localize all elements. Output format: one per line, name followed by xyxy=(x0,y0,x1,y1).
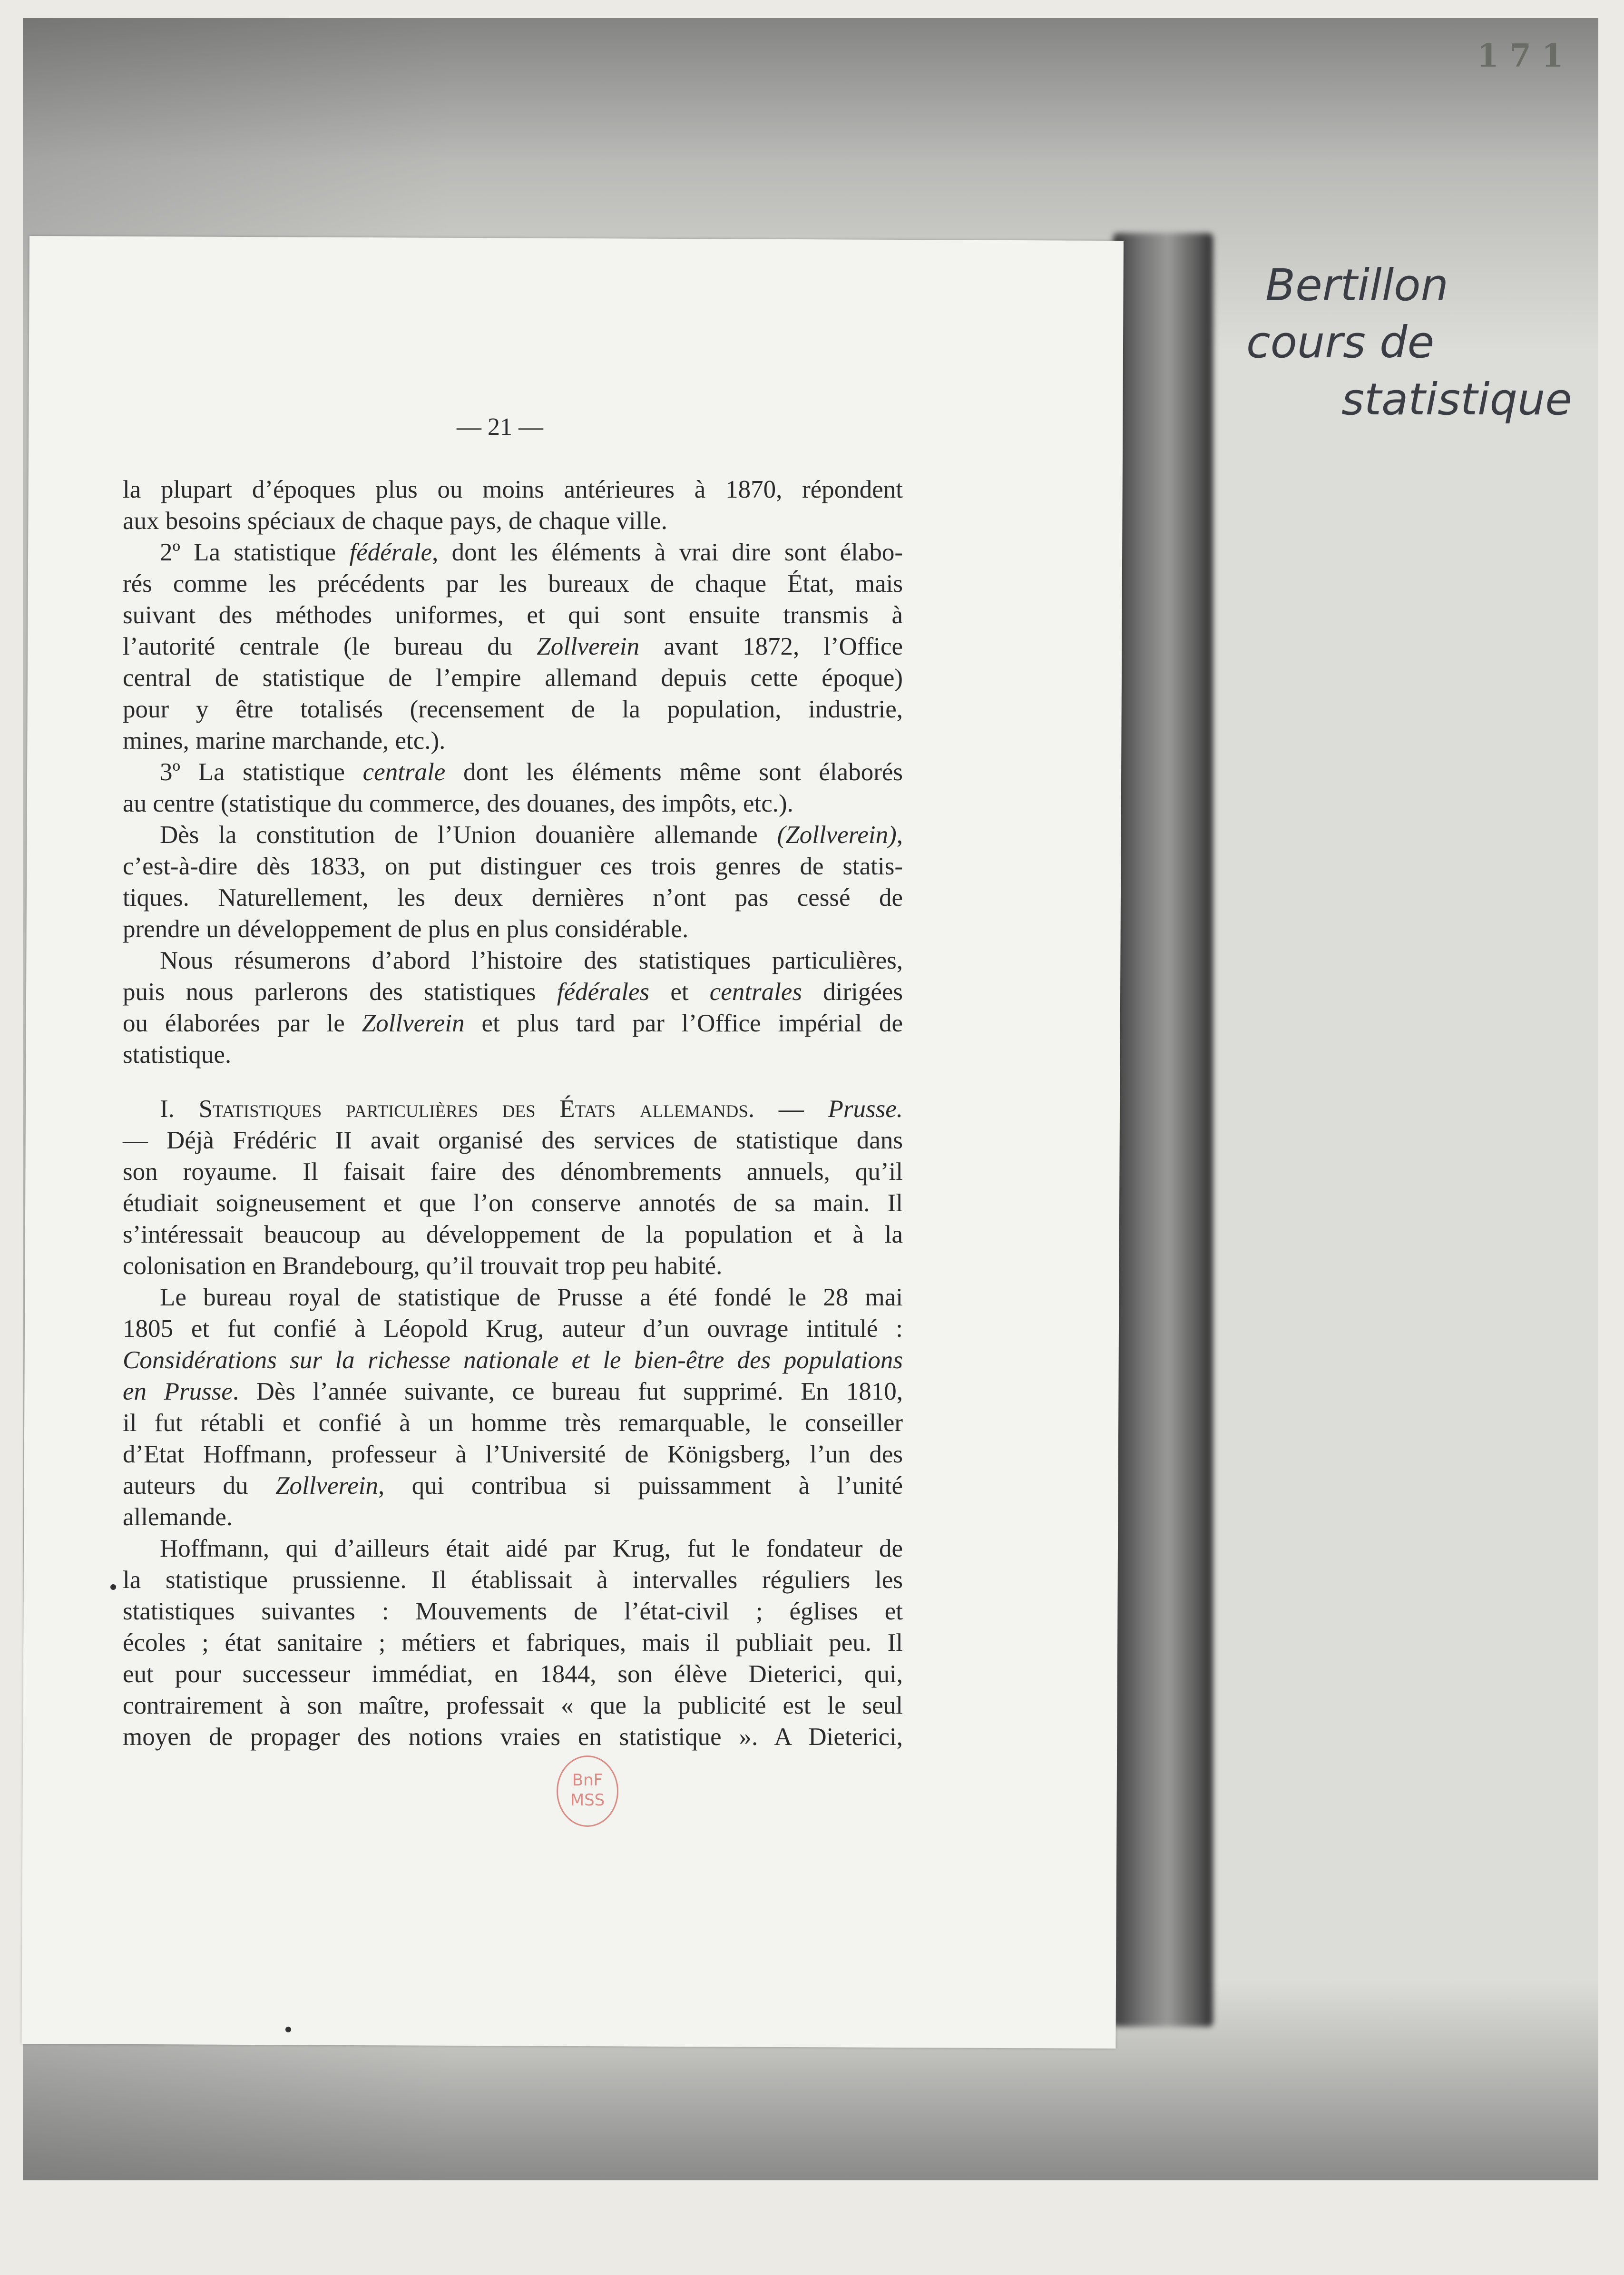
text-segment: statistique. xyxy=(123,1041,232,1069)
text-segment: au centre (statistique du commerce, des douanes, des impôts, etc.). xyxy=(123,790,793,817)
text-segment: c’est-à-dire dès 1833, on put distinguer ces trois genres de statis- xyxy=(123,853,903,880)
italic-text: (Zollverein) xyxy=(777,821,897,849)
italic-text: fédérales xyxy=(557,978,650,1006)
italic-text: Considérations sur la richesse nationale et le bien-être des populations xyxy=(123,1346,903,1374)
text-segment: étudiait soigneusement et que l’on conserve annotés de sa main. Il xyxy=(123,1189,903,1217)
text-segment: mines, marine marchande, etc.). xyxy=(123,727,446,755)
handwritten-note xyxy=(1246,257,1572,428)
text-segment: Le bureau royal de statistique de Prusse a été fondé le 28 mai xyxy=(160,1284,903,1311)
text-segment: eut pour successeur immédiat, en 1844, son élève Dieterici, qui, xyxy=(123,1660,903,1688)
italic-text: centrale xyxy=(362,758,446,786)
text-segment: et xyxy=(649,978,710,1006)
text-segment: Hoffmann, qui d’ailleurs était aidé par Krug, fut le fondateur de xyxy=(160,1535,903,1562)
text-line xyxy=(123,1533,903,1564)
text-segment: aux besoins spéciaux de chaque pays, de chaque ville. xyxy=(123,507,667,535)
italic-text: en Prusse xyxy=(123,1378,233,1405)
text-line xyxy=(123,1564,903,1596)
text-line xyxy=(123,474,903,505)
text-segment: l’autorité centrale (le bureau du xyxy=(123,633,537,660)
text-line xyxy=(123,1627,903,1658)
binder-shadow xyxy=(1113,233,1213,2027)
text-segment: il fut rétabli et confié à un homme très remarquable, le conseiller xyxy=(123,1409,903,1437)
text-line xyxy=(123,1187,903,1219)
text-segment: tiques. Naturellement, les deux dernières n’ont pas cessé de xyxy=(123,884,903,912)
italic-text: centrales xyxy=(709,978,802,1006)
page-header: — 21 — xyxy=(457,413,543,441)
text-line xyxy=(123,1282,903,1313)
text-segment: s’intéressait beaucoup au développement de la population et à la xyxy=(123,1221,903,1248)
text-segment: — xyxy=(754,1095,828,1123)
text-line xyxy=(123,913,903,945)
text-segment: central de statistique de l’empire allemand depuis cette époque) xyxy=(123,664,903,692)
text-segment: dont les éléments même sont élaborés xyxy=(445,758,903,786)
text-line xyxy=(123,1690,903,1721)
text-line xyxy=(123,1125,903,1156)
text-segment: avant 1872, l’Office xyxy=(639,633,903,660)
text-segment: — Déjà Frédéric II avait organisé des services de statistique dans xyxy=(123,1127,903,1154)
text-segment: d’Etat Hoffmann, professeur à l’Université de Königsberg, l’un des xyxy=(123,1441,903,1468)
text-segment: Nous résumerons d’abord l’histoire des statistiques particulières, xyxy=(160,947,903,974)
text-segment: colonisation en Brandebourg, qu’il trouvait trop peu habité. xyxy=(123,1252,723,1280)
text-segment: , dont les éléments à vrai dire sont élabo- xyxy=(432,539,903,566)
text-segment: dirigées xyxy=(802,978,903,1006)
text-segment: 1805 et fut confié à Léopold Krug, auteur d’un ouvrage intitulé : xyxy=(123,1315,903,1343)
text-segment: allemande. xyxy=(123,1503,233,1531)
italic-text: Zollverein xyxy=(537,633,640,660)
text-line xyxy=(123,851,903,882)
text-line xyxy=(123,819,903,851)
text-segment: puis nous parlerons des statistiques xyxy=(123,978,557,1006)
text-line xyxy=(123,537,903,568)
text-line xyxy=(123,1470,903,1501)
text-line xyxy=(123,1658,903,1690)
text-line xyxy=(123,505,903,537)
text-line xyxy=(123,945,903,976)
text-segment: pour y être totalisés (recensement de la population, industrie, xyxy=(123,696,903,723)
section-paragraph xyxy=(123,1093,903,1282)
italic-text: Prusse. xyxy=(828,1095,903,1123)
text-segment: 2º La statistique xyxy=(160,539,350,566)
text-segment: auteurs du xyxy=(123,1472,276,1500)
speck xyxy=(285,2027,291,2032)
text-line xyxy=(123,1501,903,1533)
text-line xyxy=(123,1344,903,1376)
text-line xyxy=(123,599,903,631)
text-segment: , xyxy=(896,821,903,849)
paragraph xyxy=(123,1533,903,1753)
text-segment: contrairement à son maître, professait « que la publicité est le seul xyxy=(123,1692,903,1719)
handwritten-line: Bertillon xyxy=(1265,260,1448,311)
text-line xyxy=(123,976,903,1008)
text-line xyxy=(123,756,903,788)
handwritten-line: cours de xyxy=(1246,317,1435,368)
text-line xyxy=(123,631,903,662)
stamp-line: BnF xyxy=(572,1771,603,1790)
text-line xyxy=(123,1439,903,1470)
text-segment: moyen de propager des notions vraies en statistique ». A Dieterici, xyxy=(123,1723,903,1751)
paragraph xyxy=(123,1282,903,1533)
text-segment: la statistique prussienne. Il établissait à intervalles réguliers les xyxy=(123,1566,903,1594)
folio-number: 171 xyxy=(1477,37,1574,74)
small-caps-heading: Statistiques particulières des États allemands. xyxy=(198,1095,755,1123)
stamp-line: MSS xyxy=(570,1791,605,1810)
text-segment: rés comme les précédents par les bureaux de chaque État, mais xyxy=(123,570,903,598)
text-line xyxy=(123,694,903,725)
text-segment: écoles ; état sanitaire ; métiers et fabriques, mais il publiait peu. Il xyxy=(123,1629,903,1657)
text-line xyxy=(123,1156,903,1187)
text-line xyxy=(123,1407,903,1439)
paragraph xyxy=(123,474,903,537)
text-segment: et plus tard par l’Office impérial de xyxy=(464,1010,903,1037)
text-line xyxy=(123,1721,903,1753)
text-line xyxy=(123,788,903,819)
text-line xyxy=(123,1313,903,1344)
text-segment: statistiques suivantes : Mouvements de l’état-civil ; églises et xyxy=(123,1598,903,1625)
handwritten-line: statistique xyxy=(1341,374,1572,425)
italic-text: fédérale xyxy=(349,539,432,566)
text-line xyxy=(123,662,903,694)
text-segment: I. xyxy=(160,1095,199,1123)
bnf-stamp xyxy=(557,1755,618,1827)
text-segment: Dès la constitution de l’Union douanière allemande xyxy=(160,821,777,849)
text-line xyxy=(123,1596,903,1627)
text-line xyxy=(123,882,903,913)
paragraph xyxy=(123,537,903,756)
text-line xyxy=(123,1250,903,1282)
text-line xyxy=(123,1039,903,1070)
text-segment: son royaume. Il faisait faire des dénombrements annuels, qu’il xyxy=(123,1158,903,1186)
text-line xyxy=(123,1093,903,1125)
text-line xyxy=(123,725,903,756)
text-segment: 3º La statistique xyxy=(160,758,363,786)
text-line xyxy=(123,1376,903,1407)
paragraph xyxy=(123,819,903,945)
text-line xyxy=(123,1008,903,1039)
text-segment: . Dès l’année suivante, ce bureau fut supprimé. En 1810, xyxy=(232,1378,903,1405)
body-text xyxy=(123,474,903,1753)
paragraph xyxy=(123,945,903,1070)
text-segment: prendre un développement de plus en plus considérable. xyxy=(123,915,689,943)
text-segment: suivant des méthodes uniformes, et qui sont ensuite transmis à xyxy=(123,601,903,629)
text-line xyxy=(123,1219,903,1250)
italic-text: Zollverein xyxy=(275,1472,378,1500)
speck xyxy=(110,1584,116,1590)
text-line xyxy=(123,568,903,599)
text-segment: la plupart d’époques plus ou moins antérieures à 1870, répondent xyxy=(123,476,903,503)
text-segment: , qui contribua si puissamment à l’unité xyxy=(378,1472,903,1500)
italic-text: Zollverein xyxy=(362,1010,465,1037)
text-segment: ou élaborées par le xyxy=(123,1010,362,1037)
paragraph xyxy=(123,756,903,819)
